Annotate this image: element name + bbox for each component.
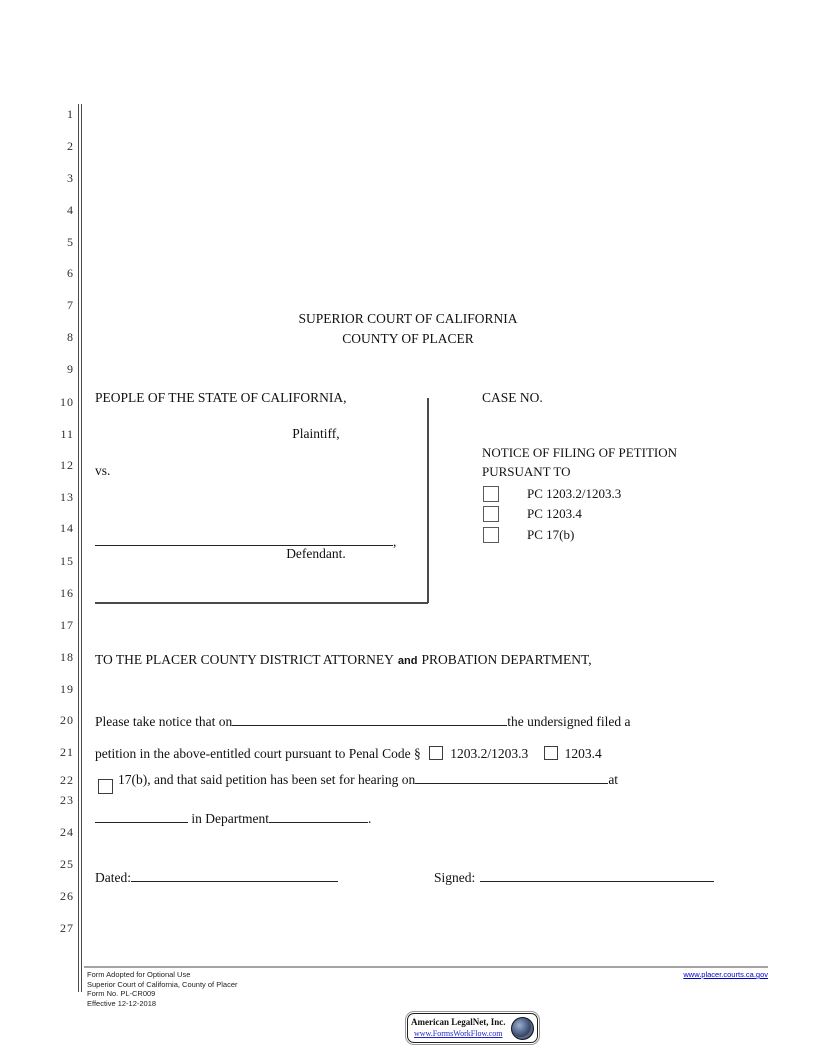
line-number: 1 bbox=[67, 107, 74, 121]
checkbox-inline-17b[interactable] bbox=[98, 779, 113, 794]
legalnet-text bbox=[411, 1017, 505, 1039]
line-number: 11 bbox=[60, 427, 74, 441]
caption-vertical-rule bbox=[427, 398, 429, 603]
hearing-time-field[interactable] bbox=[95, 809, 188, 823]
legalnet-name: American LegalNet, Inc. bbox=[411, 1017, 506, 1027]
filing-date-field[interactable] bbox=[232, 712, 507, 726]
line-number: 25 bbox=[60, 857, 74, 871]
line-number: 26 bbox=[60, 889, 74, 903]
notice-line-4 bbox=[95, 809, 371, 827]
footer-line: Superior Court of California, County of Placer bbox=[87, 979, 238, 989]
line-number: 20 bbox=[60, 713, 74, 727]
case-no-label: CASE NO. bbox=[482, 390, 543, 405]
line-number: 14 bbox=[60, 521, 74, 535]
footer-line: Form No. PL-CR009 bbox=[87, 989, 156, 998]
line-number: 2 bbox=[67, 139, 74, 153]
footer-line: Form Adopted for Optional Use bbox=[87, 970, 191, 979]
notice-line4-mid: in Department bbox=[191, 811, 269, 826]
line-number: 8 bbox=[67, 330, 74, 344]
notice-line2-opt1: 1203.2/1203.3 bbox=[450, 746, 529, 761]
dated-label: Dated: bbox=[95, 870, 131, 885]
checkbox-pc-1203-4[interactable] bbox=[483, 506, 499, 522]
option-label: PC 17(b) bbox=[527, 527, 575, 542]
notice-title-line1: NOTICE OF FILING OF PETITION bbox=[482, 445, 677, 460]
line-number: 12 bbox=[60, 458, 74, 472]
line-number: 24 bbox=[60, 825, 74, 839]
caption-bottom-rule bbox=[95, 602, 428, 604]
checkbox-inline-1203-4[interactable] bbox=[544, 746, 558, 760]
notice-line1-post: the undersigned filed a bbox=[507, 714, 631, 729]
department-field[interactable] bbox=[269, 809, 368, 823]
plaintiff-name: PEOPLE OF THE STATE OF CALIFORNIA, bbox=[95, 390, 347, 405]
option-label: PC 1203.4 bbox=[527, 506, 582, 521]
option-row-pc-1203-4 bbox=[483, 506, 582, 522]
footer-form-info bbox=[87, 970, 238, 1008]
pleading-double-rule bbox=[78, 104, 82, 992]
notice-line1-pre: Please take notice that on bbox=[95, 714, 233, 729]
checkbox-pc-17b[interactable] bbox=[483, 527, 499, 543]
addressee-line bbox=[95, 652, 592, 668]
notice-line3-text: and that said petition has been set for hearing on bbox=[154, 772, 416, 787]
option-row-pc-17b bbox=[483, 527, 574, 543]
notice-line-1 bbox=[95, 712, 631, 730]
line-number: 22 bbox=[60, 773, 74, 787]
notice-line4-end: . bbox=[367, 811, 372, 826]
footer-divider bbox=[84, 966, 768, 968]
notice-line2-opt2: 1203.4 bbox=[564, 746, 602, 761]
defendant-name-field[interactable] bbox=[95, 532, 393, 546]
addressee-suffix: PROBATION DEPARTMENT, bbox=[421, 652, 592, 667]
legalnet-badge bbox=[407, 1013, 538, 1043]
dated-line bbox=[95, 868, 338, 886]
defendant-comma: , bbox=[393, 534, 397, 549]
court-title-line1: SUPERIOR COURT OF CALIFORNIA bbox=[298, 311, 518, 326]
line-number: 21 bbox=[60, 745, 74, 759]
signed-line bbox=[434, 868, 714, 886]
defendant-role-label: Defendant. bbox=[286, 546, 346, 561]
line-number: 5 bbox=[67, 235, 74, 249]
addressee-conjunction: and bbox=[397, 655, 418, 667]
line-number: 9 bbox=[67, 362, 74, 376]
notice-line-2 bbox=[95, 746, 602, 762]
line-number: 23 bbox=[60, 793, 74, 807]
notice-line3-post: at bbox=[608, 772, 619, 787]
notice-line-3 bbox=[118, 770, 618, 788]
option-row-pc-1203-2 bbox=[483, 486, 621, 502]
signed-label: Signed: bbox=[434, 870, 476, 885]
line-number: 4 bbox=[67, 203, 74, 217]
court-title-line2: COUNTY OF PLACER bbox=[342, 331, 474, 346]
placer-courts-link[interactable]: www.placer.courts.ca.gov bbox=[683, 970, 768, 979]
hearing-date-field[interactable] bbox=[415, 770, 608, 784]
option-label: PC 1203.2/1203.3 bbox=[527, 486, 622, 501]
line-number: 3 bbox=[67, 171, 74, 185]
line-number: 18 bbox=[60, 650, 74, 664]
line-number: 17 bbox=[60, 618, 74, 632]
footer-line: Effective 12-12-2018 bbox=[87, 998, 157, 1008]
line-number: 16 bbox=[60, 586, 74, 600]
line-number: 6 bbox=[67, 266, 74, 280]
notice-title-line2: PURSUANT TO bbox=[482, 464, 571, 479]
checkbox-inline-1203-2-1203-3[interactable] bbox=[429, 746, 443, 760]
line-number: 7 bbox=[67, 298, 74, 312]
dated-field[interactable] bbox=[131, 868, 338, 882]
notice-line3-opt3: 17(b), bbox=[118, 772, 151, 787]
formsworkflow-link[interactable]: www.FormsWorkFlow.com bbox=[413, 1029, 503, 1038]
addressee-prefix: TO THE PLACER COUNTY DISTRICT ATTORNEY bbox=[95, 652, 394, 667]
line-number: 13 bbox=[60, 490, 74, 504]
line-number: 19 bbox=[60, 682, 74, 696]
line-number: 27 bbox=[60, 921, 74, 935]
versus-label: vs. bbox=[95, 463, 111, 478]
line-number: 10 bbox=[60, 395, 74, 409]
plaintiff-role-label: Plaintiff, bbox=[292, 426, 340, 441]
line-number: 15 bbox=[60, 554, 74, 568]
signed-field[interactable] bbox=[480, 868, 714, 882]
legalnet-globe-icon bbox=[511, 1017, 534, 1040]
checkbox-pc-1203-2-1203-3[interactable] bbox=[483, 486, 499, 502]
notice-line2-pre: petition in the above-entitled court pursuant to Penal Code § bbox=[95, 746, 421, 761]
